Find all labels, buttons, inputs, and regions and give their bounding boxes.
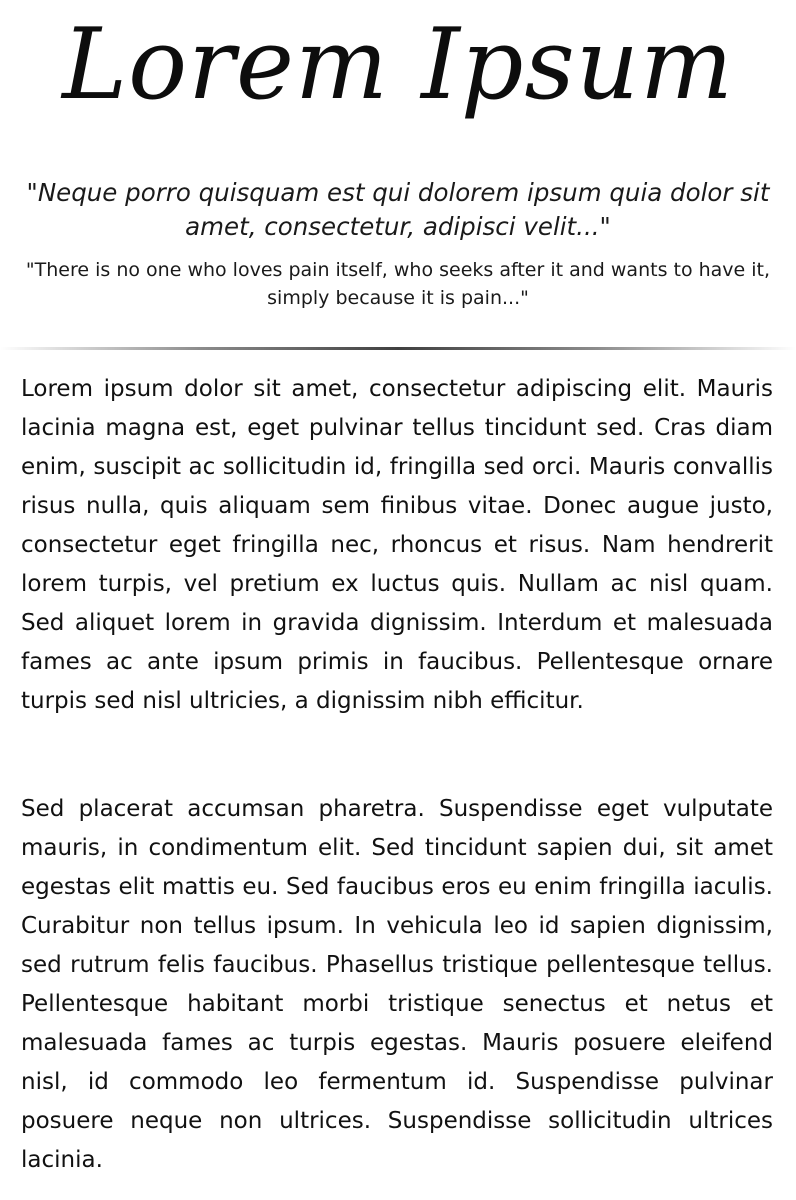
english-quote: "There is no one who loves pain itself, who seeks after it and wants to have it, simply because it is pain..." — [25, 259, 771, 309]
body-paragraph-1: Lorem ipsum dolor sit amet, consectetur adipiscing elit. Mauris lacinia magna est, eget pulvinar tellus tincidunt sed. Cras diam enim, suscipit ac sollicitudin id, fringilla sed orci. Mauris convallis risus nulla, quis aliquam sem finibus vitae. Donec augue justo, consectetur eget fringilla nec, rhoncus et risus. Nam hendrerit lorem turpis, vel pretium ex luctus quis. Nullam ac nisl quam. Sed aliquet lorem in gravida dignissim. Interdum et malesuada fames ac ante ipsum primis in faucibus. Pellentesque ornare turpis sed nisl ultricies, a dignissim nibh efficitur. — [21, 376, 773, 714]
page-title: Lorem Ipsum — [62, 8, 734, 122]
latin-quote: "Neque porro quisquam est qui dolorem ipsum quia dolor sit amet, consectetur, adipisci velit..." — [26, 178, 770, 241]
body-paragraph-2: Sed placerat accumsan pharetra. Suspendisse eget vulputate mauris, in condimentum elit. Sed tincidunt sapien dui, sit amet egestas elit mattis eu. Sed faucibus eros eu enim fringilla iaculis. Curabitur non tellus ipsum. In vehicula leo id sapien dignissim, sed rutrum felis faucibus. Phasellus tristique pellentesque tellus. Pellentesque habitant morbi tristique senectus et netus et malesuada fames ac turpis egestas. Mauris posuere eleifend nisl, id commodo leo fermentum id. Suspendisse pulvinar posuere neque non ultrices. Suspendisse sollicitudin ultrices lacinia. — [21, 796, 773, 1173]
divider — [0, 347, 796, 350]
